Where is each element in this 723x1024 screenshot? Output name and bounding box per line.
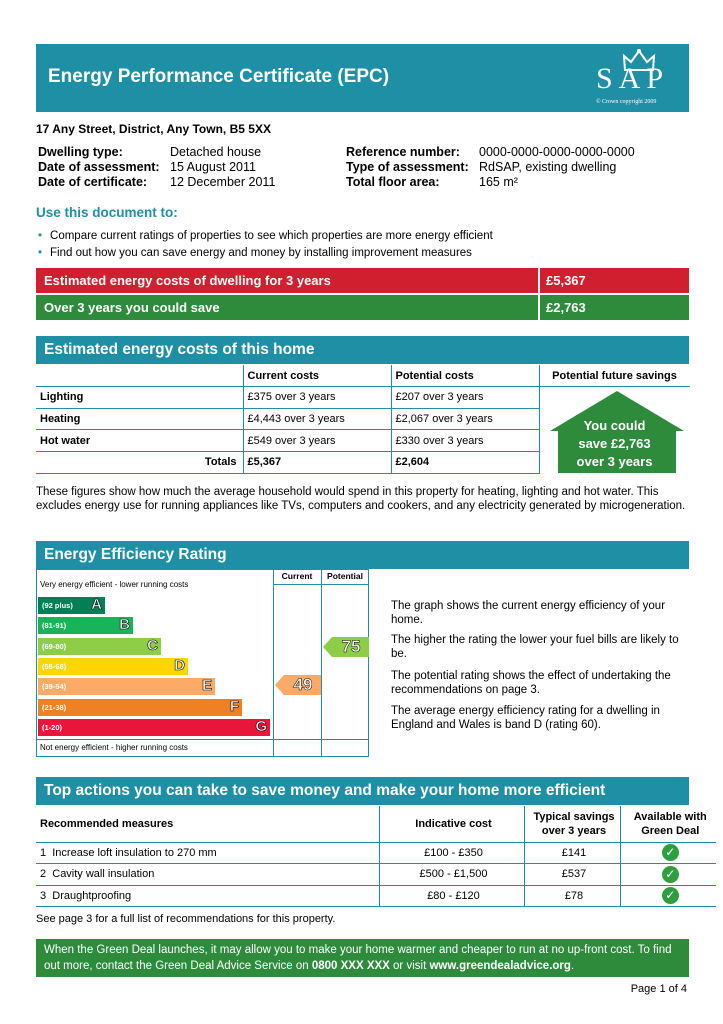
measure-saving: £537: [524, 864, 620, 886]
cell-current: £549 over 3 years: [243, 430, 391, 452]
cell-potential: £2,067 over 3 years: [391, 408, 539, 430]
page-number: Page 1 of 4: [630, 983, 687, 995]
row-heating: Heating: [36, 408, 243, 430]
details-right: [346, 145, 635, 190]
band-c: [38, 638, 161, 655]
save-value: £2,763: [540, 295, 689, 320]
band-range: (1-20): [42, 722, 63, 732]
ref-label: Reference number:: [346, 145, 460, 159]
rating-text-4: The average energy efficiency rating for a dwelling in England and Wales is band D (rating 60).: [391, 705, 660, 731]
cell-potential: £207 over 3 years: [391, 387, 539, 409]
rating-text-3: The potential rating shows the effect of undertaking the recommendations on page 3.: [391, 670, 671, 696]
check-icon: ✓: [662, 866, 679, 883]
cost-value: £5,367: [540, 268, 689, 293]
cell-current: £375 over 3 years: [243, 387, 391, 409]
bullet-item: • Find out how you can save energy and money by installing improvement measures: [38, 245, 493, 262]
actions-heading: Top actions you can take to save money and make your home more efficient: [36, 777, 689, 805]
sap-logo: SAP: [596, 62, 670, 95]
rating-text-2: The higher the rating the lower your fuel bills are likely to be.: [391, 634, 679, 660]
col-potential: Potential costs: [391, 365, 539, 387]
cert-date-label: Date of certificate:: [38, 175, 148, 189]
col-green-deal: Available with Green Deal: [620, 806, 716, 842]
measure-saving: £141: [524, 842, 620, 864]
col-potential-rating: Potential: [327, 571, 363, 581]
details-left: [38, 145, 275, 190]
cost-bar: Estimated energy costs of dwelling for 3 years: [36, 268, 538, 293]
house-line1: You could: [583, 418, 646, 433]
assess-date-label: Date of assessment:: [38, 160, 160, 174]
band-b: [38, 617, 133, 634]
band-range: (39-54): [42, 682, 67, 692]
band-letter: C: [147, 636, 158, 654]
measure-cost: £80 - £120: [379, 885, 524, 907]
page-title: Energy Performance Certificate (EPC): [48, 66, 390, 87]
band-letter: E: [201, 677, 212, 695]
col-cost: Indicative cost: [379, 806, 524, 842]
dwelling-type: Detached house: [170, 145, 262, 159]
house-cell: [539, 387, 690, 474]
rating-text-1: The graph shows the current energy efficiency of your home.: [391, 600, 666, 626]
potential-rating: 75: [341, 637, 361, 656]
col-current: Current costs: [243, 365, 391, 387]
col-measures: Recommended measures: [36, 806, 379, 842]
band-range: (21-38): [42, 702, 67, 712]
band-letter: A: [91, 596, 102, 613]
assess-date: 15 August 2011: [170, 160, 256, 174]
assessment-type: RdSAP, existing dwelling: [479, 160, 617, 174]
band-range: (69-80): [42, 641, 67, 651]
cert-date: 12 December 2011: [170, 175, 276, 189]
property-address: 17 Any Street, District, Any Town, B5 5XX: [36, 122, 271, 136]
costs-heading: Estimated energy costs of this home: [36, 336, 689, 364]
type-label: Type of assessment:: [346, 160, 469, 174]
house-line2: save £2,763: [578, 436, 651, 451]
band-letter: B: [119, 616, 130, 634]
use-bullets: [38, 228, 493, 262]
band-range: (81-91): [42, 621, 67, 631]
current-rating: 49: [293, 675, 313, 694]
measure-cost: £100 - £350: [379, 842, 524, 864]
band-f: [38, 699, 242, 716]
ref-number: 0000-0000-0000-0000-0000: [479, 145, 635, 159]
row-hot-water: Hot water: [36, 430, 243, 452]
measure-cost: £500 - £1,500: [379, 864, 524, 886]
measure-row: 3 Draughtproofing: [36, 885, 379, 907]
band-range: (92 plus): [42, 601, 73, 610]
actions-table: [36, 806, 716, 907]
bottom-label: Not energy efficient - higher running costs: [40, 743, 188, 752]
advice-link[interactable]: www.greendealadvice.org: [429, 960, 571, 972]
dwelling-type-label: Dwelling type:: [38, 145, 123, 159]
check-icon: ✓: [662, 887, 679, 904]
row-lighting: Lighting: [36, 387, 243, 409]
band-d: [38, 658, 188, 675]
copyright: © Crown copyright 2009: [596, 99, 657, 105]
col-savings: Typical savings over 3 years: [524, 806, 620, 842]
use-heading: Use this document to:: [36, 205, 178, 220]
costs-note: These figures show how much the average household would spend in this property for heating, lighting and hot water. This excludes energy use for running appliances like TVs, computers and cookers, and any electricity generated by microgeneration.: [36, 486, 686, 512]
band-e: [38, 678, 215, 695]
measure-row: 1 Increase loft insulation to 270 mm: [36, 842, 379, 864]
measure-saving: £78: [524, 885, 620, 907]
actions-footnote: See page 3 for a full list of recommendations for this property.: [36, 913, 336, 925]
green-deal-banner: When the Green Deal launches, it may allow you to make your home warmer and cheaper to run at no up-front cost. To find out more, contact the Green Deal Advice Service on 0800 XXX XXX or visit www.greendealadvice.org.: [36, 939, 689, 977]
col-current-rating: Current: [281, 571, 313, 581]
top-label: Very energy efficient - lower running costs: [40, 580, 189, 589]
band-letter: F: [229, 697, 239, 715]
cell-current: £4,443 over 3 years: [243, 408, 391, 430]
rating-heading: Energy Efficiency Rating: [36, 541, 689, 569]
save-bar: Over 3 years you could save: [36, 295, 538, 320]
costs-table: [36, 365, 690, 474]
total-current: £5,367: [243, 451, 391, 473]
measure-row: 2 Cavity wall insulation: [36, 864, 379, 886]
check-icon: ✓: [662, 844, 679, 861]
band-g: [38, 719, 270, 736]
bullet-item: • Compare current ratings of properties to see which properties are more energy efficient: [38, 228, 493, 245]
band-letter: G: [255, 717, 267, 735]
totals-label: Totals: [36, 451, 243, 473]
house-text: [540, 417, 690, 471]
floor-area: 165 m²: [479, 175, 518, 189]
total-potential: £2,604: [391, 451, 539, 473]
advice-phone: 0800 XXX XXX: [311, 960, 390, 972]
col-future-savings: Potential future savings: [539, 365, 690, 387]
area-label: Total floor area:: [346, 175, 440, 189]
band-a: [38, 597, 105, 614]
band-letter: D: [174, 656, 185, 674]
cell-potential: £330 over 3 years: [391, 430, 539, 452]
house-line3: over 3 years: [576, 454, 653, 469]
band-range: (55-68): [42, 661, 67, 671]
